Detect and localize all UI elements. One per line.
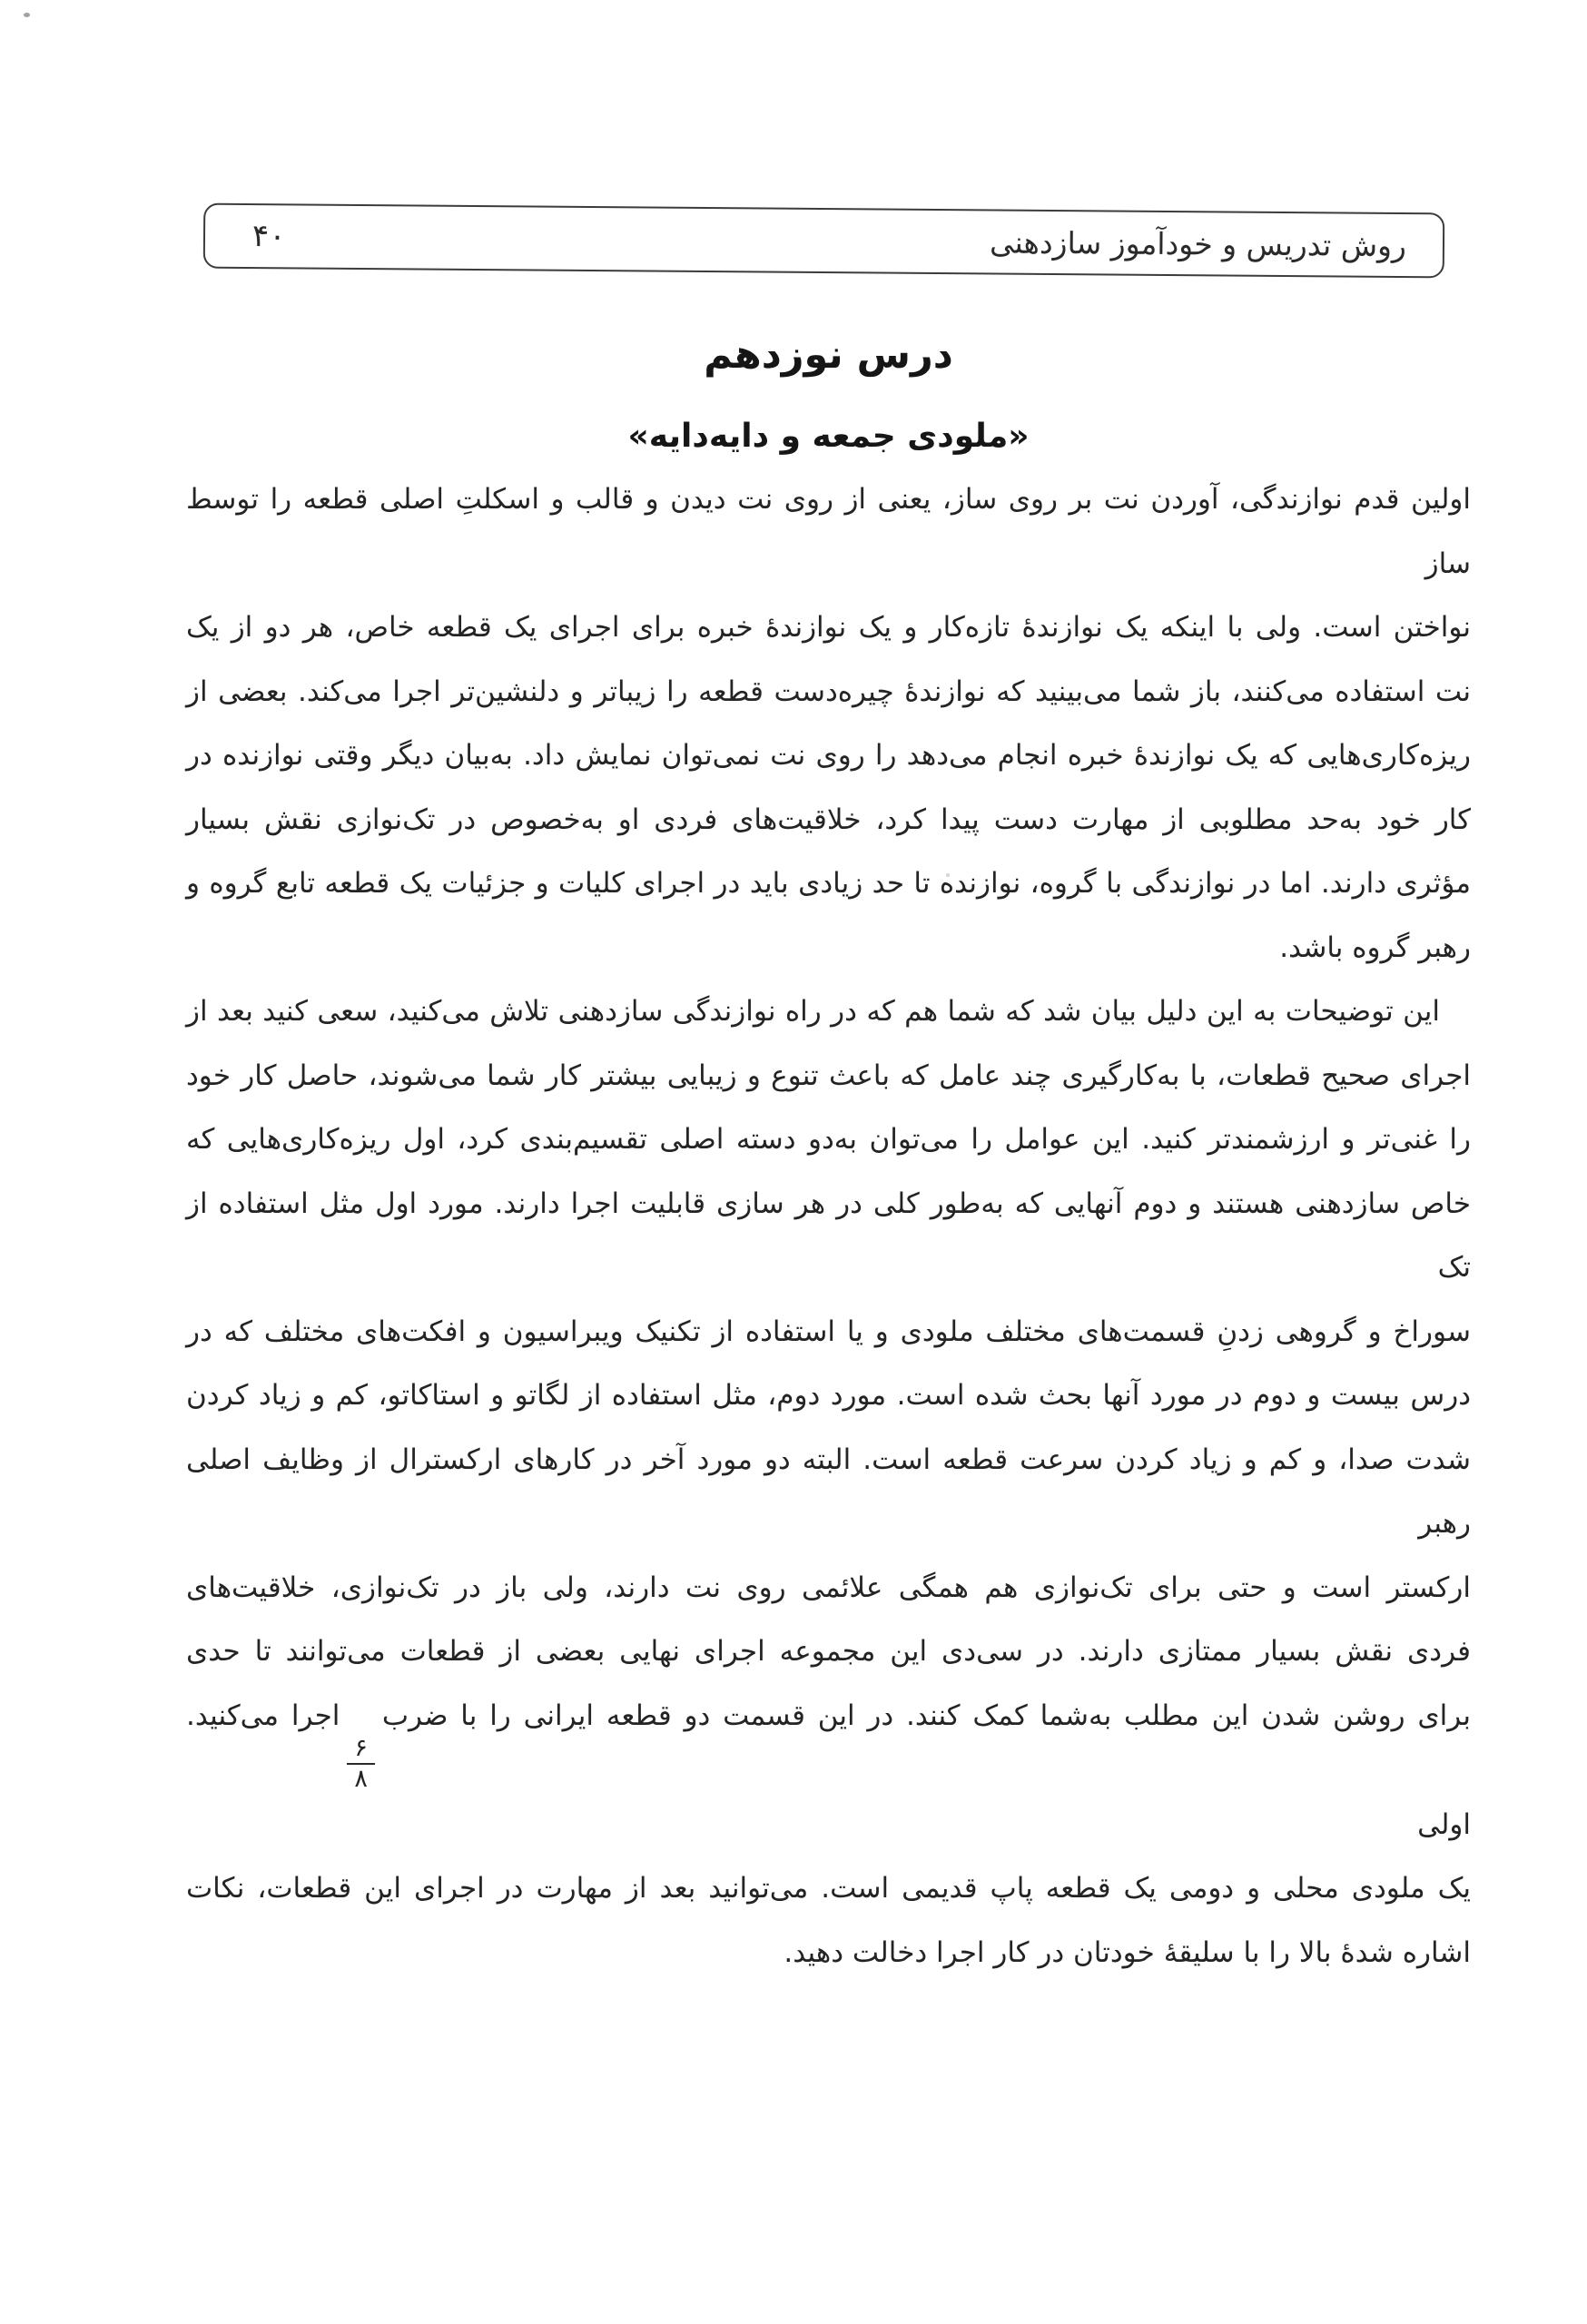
body-line: مؤثری دارند. اما در نوازندگی با گروه، نوازنده تا حد زیادی باید در اجرای کلیات و جزئیات یک قطعه تابع گروه و [186, 867, 1471, 900]
body-line: خاص سازدهنی هستند و دوم آنهایی که به‌طور کلی در هر سازی قابلیت اجرا دارند. مورد اول مثل استفاده از تک [186, 1187, 1471, 1284]
fraction-denominator: ۸ [354, 1764, 368, 1793]
fraction-numerator: ۶ [347, 1735, 375, 1765]
body-line: اولین قدم نوازندگی، آوردن نت بر روی ساز، یعنی از روی نت دیدن و قالب و اسکلتِ اصلی قطعه را توسط ساز [186, 483, 1471, 580]
body-line: کار خود به‌حد مطلوبی از مهارت دست پیدا کرد، خلاقیت‌های فردی او به‌خصوص در تک‌نوازی نقش بسیار [186, 803, 1471, 836]
body-line: یک ملودی محلی و دومی یک قطعه پاپ قدیمی است. می‌توانید بعد از مهارت در اجرای این قطعات، نکات [186, 1872, 1471, 1905]
body-line: شدت صدا، و کم و زیاد کردن سرعت قطعه است. البته دو مورد آخر در کارهای ارکسترال از وظایف اصلی رهبر [186, 1443, 1471, 1540]
body-line: ریزه‌کاری‌هایی که یک نوازندهٔ خبره انجام می‌دهد را روی نت نمی‌توان نمایش داد. به‌بیان دیگر وقتی نوازنده در [186, 739, 1471, 772]
body-line: اجرای صحیح قطعات، با به‌کارگیری چند عامل که باعث تنوع و زیبایی بیشتر کار شما می‌شوند، حاصل کار خود [186, 1059, 1471, 1092]
body-line: نواختن است. ولی با اینکه یک نوازندهٔ تازه‌کار و یک نوازندهٔ خبره برای اجرای یک قطعه خاص، هر دو از یک [186, 611, 1471, 644]
running-title: روش تدریس و خودآموز سازدهنی [989, 223, 1407, 263]
body-line: نت استفاده می‌کنند، باز شما می‌بینید که نوازندهٔ چیره‌دست قطعه را زیباتر و دلنشین‌تر اجرا می‌کند. بعضی از [186, 675, 1471, 708]
body-line: سوراخ و گروهی زدنِ قسمت‌های مختلف ملودی و یا استفاده از تکنیک ویبراسیون و افکت‌های مختلف که در [186, 1315, 1471, 1348]
body-line: فردی نقش بسیار ممتازی دارند. در سی‌دی این مجموعه اجرای نهایی بعضی از قطعات می‌توانند تا حدی [186, 1635, 1471, 1668]
lesson-subtitle: «ملودی جمعه و دایه‌دایه» [627, 418, 1030, 455]
page-number: ۴۰ [251, 218, 286, 255]
body-line: رهبر گروه باشد. [1279, 931, 1471, 964]
body-line: را غنی‌تر و ارزشمندتر کنید. این عوامل را می‌توان به‌دو دسته اصلی تقسیم‌بندی کرد، اول ریزه‌کاری‌هایی که [186, 1123, 1471, 1156]
lesson-title: درس نوزدهم [704, 332, 953, 378]
page-header-box [203, 203, 1445, 279]
body-line: اشاره شدهٔ بالا را با سلیقهٔ خودتان در کار اجرا دخالت دهید. [784, 1935, 1471, 1969]
scan-speck [24, 13, 30, 17]
body-line: برای روشن شدن این مطلب به‌شما کمک کنند. در این قسمت دو قطعه ایرانی را با ضرب $\frac{۶}{۸}$ اجرا می‌کنید. اولی [186, 1699, 1471, 1841]
body-text [186, 468, 1471, 1984]
body-line: درس بیست و دوم در مورد آنها بحث شده است. مورد دوم، مثل استفاده از لگاتو و استاکاتو، کم و زیاد کردن [186, 1379, 1471, 1412]
body-line: ارکستر است و حتی برای تک‌نوازی هم همگی علائمی روی نت دارند، ولی باز در تک‌نوازی، خلاقیت‌های [186, 1571, 1471, 1604]
time-signature-fraction [347, 1735, 375, 1793]
body-line: این توضیحات به این دلیل بیان شد که شما هم که در راه نوازندگی سازدهنی تلاش می‌کنید، سعی کنید بعد از [186, 995, 1440, 1028]
